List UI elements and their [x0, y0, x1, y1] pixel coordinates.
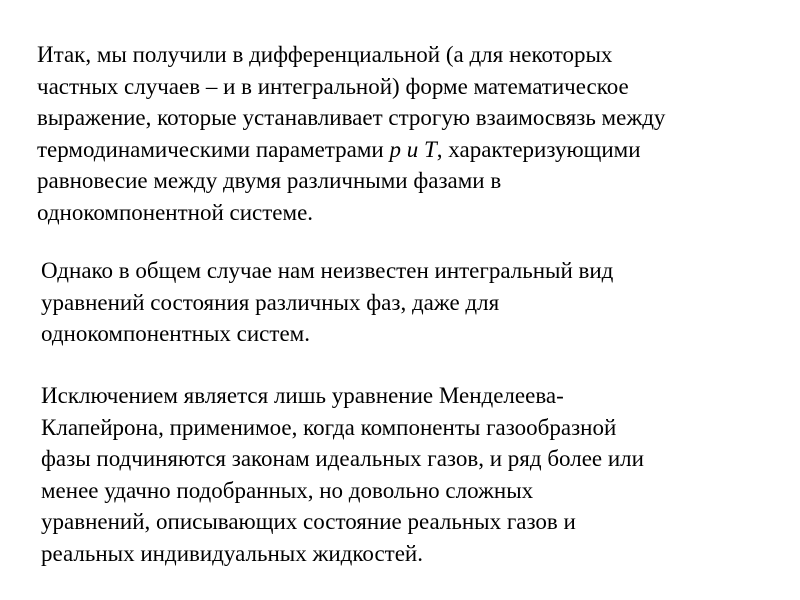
- text-segment: термодинамическими параметрами: [37, 136, 390, 162]
- text-line: Исключением является лишь уравнение Менделеева-: [41, 383, 564, 408]
- text-line: реальных индивидуальных жидкостей.: [41, 540, 423, 566]
- text-line: равновесие между двумя различными фазами в: [37, 168, 502, 193]
- text-line: уравнений, описывающих состояние реальных газов и: [41, 509, 576, 534]
- variables-p-and-t: p и T: [389, 136, 437, 162]
- paragraph-mendeleev-clapeyron-exception: [41, 380, 644, 569]
- text-line: выражение, которые устанавливает строгую взаимосвязь между: [37, 105, 666, 130]
- paragraph-unknown-state-equations: [41, 255, 613, 350]
- text-line: менее удачно подобранных, но довольно сложных: [41, 477, 534, 503]
- text-line: фазы подчиняются законам идеальных газов, и ряд более или: [41, 446, 644, 471]
- text-line: уравнений состояния различных фаз, даже для: [41, 289, 500, 315]
- text-line: однокомпонентной системе.: [37, 199, 314, 225]
- paragraph-differential-equation: [37, 39, 665, 228]
- text-line: Однако в общем случае нам неизвестен интегральный вид: [41, 258, 614, 283]
- text-line-with-variables: [37, 134, 665, 166]
- text-line: частных случаев – и в интегральной) форме математическое: [37, 73, 629, 99]
- text-line: однокомпонентных систем.: [41, 321, 310, 346]
- text-segment: , характеризующими: [436, 136, 641, 162]
- text-line: Клапейрона, применимое, когда компоненты газообразной: [41, 414, 617, 440]
- text-line: Итак, мы получили в дифференциальной (а для некоторых: [37, 42, 613, 67]
